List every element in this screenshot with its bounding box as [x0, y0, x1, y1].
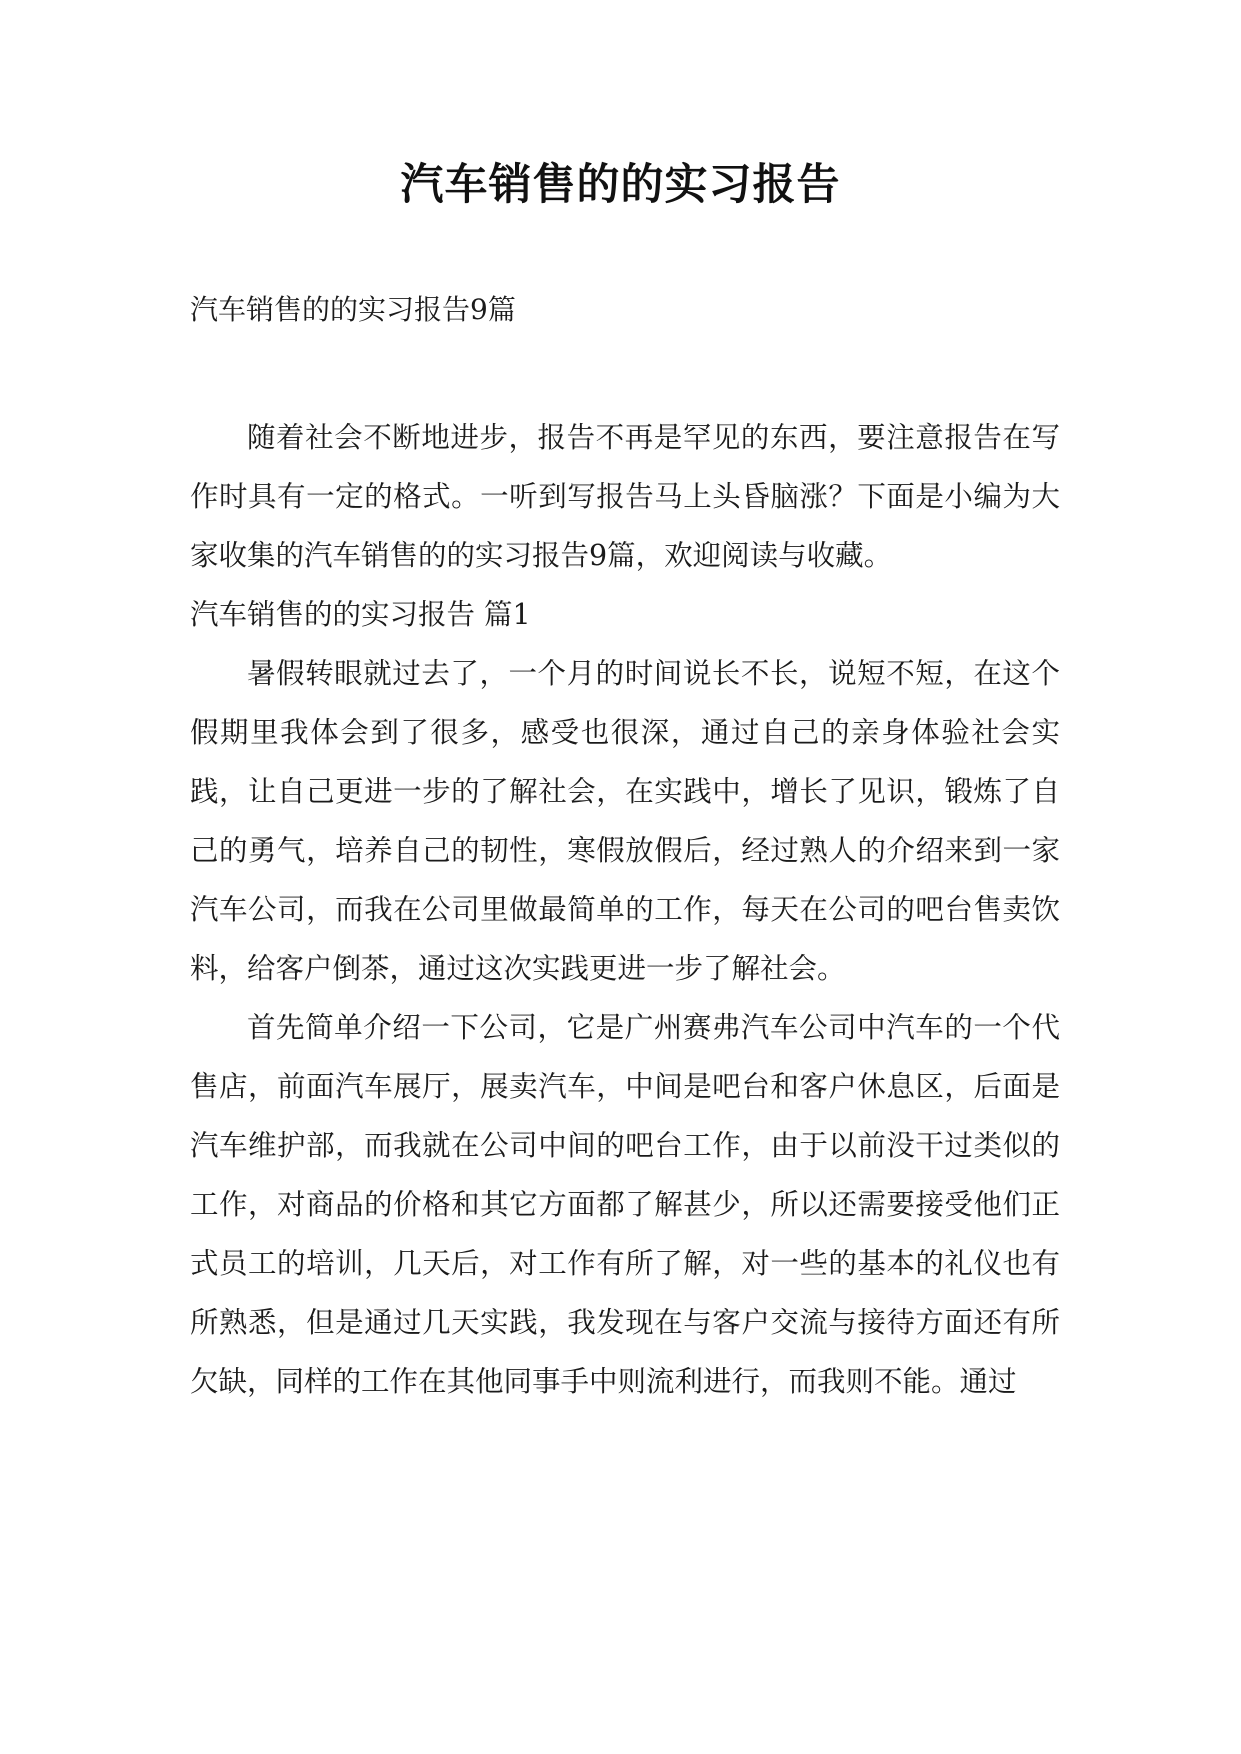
document-body: [190, 408, 1060, 1411]
body-paragraph: 首先简单介绍一下公司，它是广州赛弗汽车公司中汽车的一个代售店，前面汽车展厅，展卖汽车，中间是吧台和客户休息区，后面是汽车维护部，而我就在公司中间的吧台工作，由于以前没干过类似的工作，对商品的价格和其它方面都了解甚少，所以还需要接受他们正式员工的培训，几天后，对工作有所了解，对一些的基本的礼仪也有所熟悉，但是通过几天实践，我发现在与客户交流与接待方面还有所欠缺，同样的工作在其他同事手中则流利进行，而我则不能。通过: [190, 1011, 1060, 1398]
intro-paragraph: 随着社会不断地进步，报告不再是罕见的东西，要注意报告在写作时具有一定的格式。一听到写报告马上头昏脑涨？下面是小编为大家收集的汽车销售的的实习报告9篇，欢迎阅读与收藏。: [190, 421, 1060, 572]
document-title: 汽车销售的的实习报告: [400, 160, 841, 210]
section-heading: 汽车销售的的实习报告 篇1: [190, 598, 531, 631]
document-subtitle: 汽车销售的的实习报告9篇: [190, 293, 516, 326]
body-paragraph: 暑假转眼就过去了，一个月的时间说长不长，说短不短，在这个假期里我体会到了很多，感受也很深，通过自己的亲身体验社会实践，让自己更进一步的了解社会，在实践中，增长了见识，锻炼了自己的勇气，培养自己的韧性，寒假放假后，经过熟人的介绍来到一家汽车公司，而我在公司里做最简单的工作，每天在公司的吧台售卖饮料，给客户倒茶，通过这次实践更进一步了解社会。: [190, 657, 1060, 985]
